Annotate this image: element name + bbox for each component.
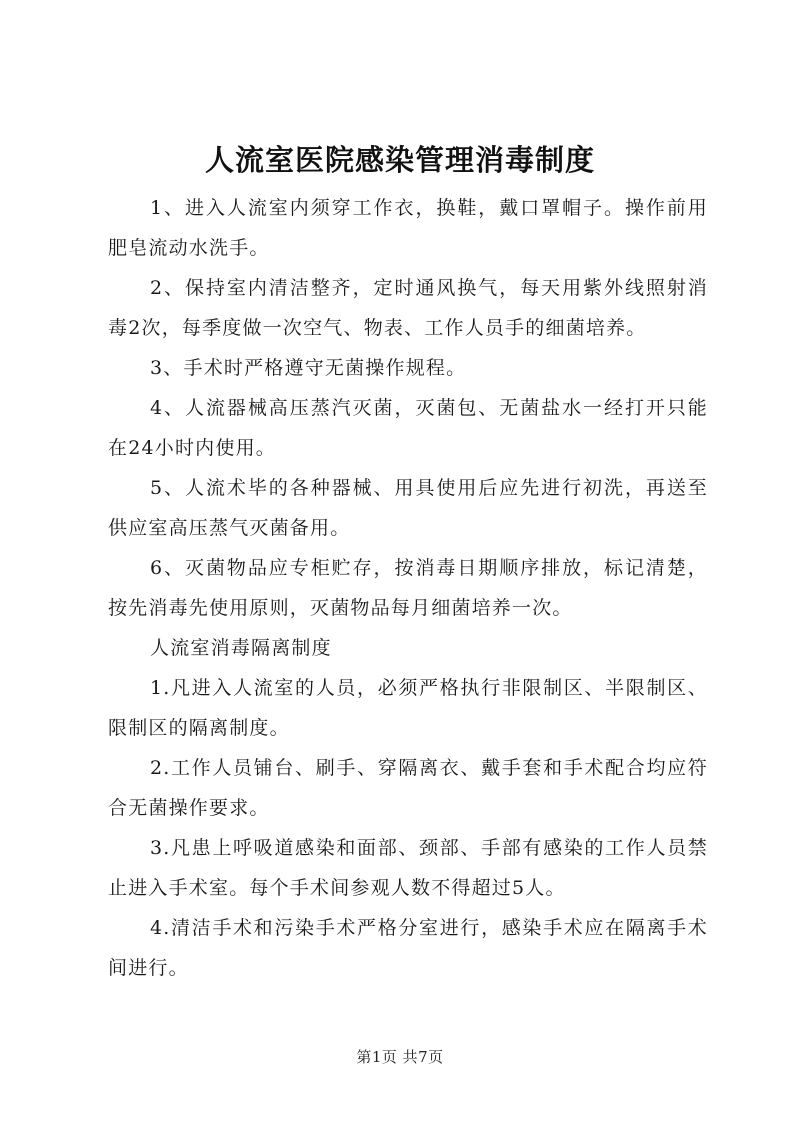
paragraph-8: 2.工作人员铺台、刷手、穿隔离衣、戴手套和手术配合均应符合无菌操作要求。: [108, 757, 708, 819]
paragraph-5: 5、人流术毕的各种器械、用具使用后应先进行初洗，再送至供应室高压蒸气灭菌备用。: [108, 477, 708, 539]
paragraph-3: 3、手术时严格遵守无菌操作规程。: [150, 357, 467, 379]
document-title: 人流室医院感染管理消毒制度: [204, 143, 595, 177]
paragraph-4: 4、人流器械高压蒸汽灭菌，灭菌包、无菌盐水一经打开只能在24小时内使用。: [108, 397, 708, 459]
paragraph-2: 2、保持室内清洁整齐，定时通风换气，每天用紫外线照射消毒2次，每季度做一次空气、物表、工作人员手的细菌培养。: [108, 277, 708, 339]
paragraph-6: 6、灭菌物品应专柜贮存，按消毒日期顺序排放，标记清楚，按先消毒先使用原则，灭菌物品每月细菌培养一次。: [108, 557, 708, 619]
section-heading: 人流室消毒隔离制度: [150, 637, 332, 659]
page-footer: 第1页 共7页: [356, 1048, 444, 1066]
paragraph-1: 1、进入人流室内须穿工作衣，换鞋，戴口罩帽子。操作前用肥皂流动水洗手。: [108, 197, 708, 259]
paragraph-9: 3.凡患上呼吸道感染和面部、颈部、手部有感染的工作人员禁止进入手术室。每个手术间参观人数不得超过5人。: [108, 837, 708, 899]
paragraph-10: 4.清洁手术和污染手术严格分室进行，感染手术应在隔离手术间进行。: [108, 917, 708, 979]
document-body: [108, 188, 708, 988]
paragraph-7: 1.凡进入人流室的人员，必须严格执行非限制区、半限制区、限制区的隔离制度。: [108, 677, 708, 739]
